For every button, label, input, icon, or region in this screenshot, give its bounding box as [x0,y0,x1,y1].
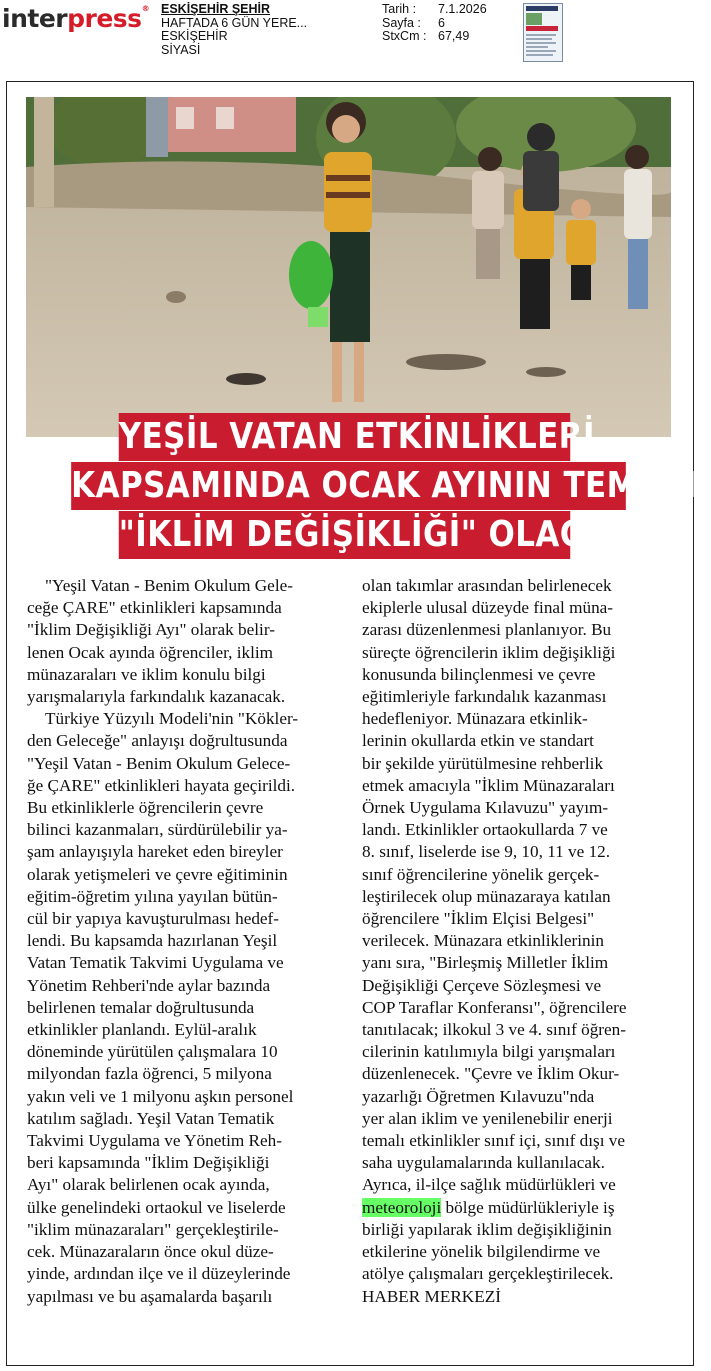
paragraph: "Yeşil Vatan - Benim Okulum Gele- ceğe ÇARE" etkinlikleri kapsamında "İklim Değişikliği Ayı" olarak belir- lenen Ocak ayında öğrenciler, iklim münazaraları ve iklim konulu bilgi yarışmalarıyla farkındalık kazanacak. [27,576,293,707]
publication-category: SİYASİ [161,42,201,57]
headline-line-2: KAPSAMINDA OCAK AYININ TEMASI, [71,462,626,510]
page-label: Sayfa : [382,15,421,30]
page-value: 6 [438,15,445,30]
paragraph: Türkiye Yüzyılı Modeli'nin "Kökler- den Geleceğe" anlayışı doğrultusunda "Yeşil Vatan - Benim Okulum Gelece- ğe ÇARE" etkinlikleri hayata geçirildi. Bu etkinliklerle öğrencilerin çevre bilinci kazanmaları, sürdürülebilir ya- şam anlayışıyla hareket eden bireyler olarak yetişmeleri ve çevre eğitiminin eğitim-öğretim yılına yayılan bütün- cül bir yapıya kavuşturulması hedef- lendi. Bu kapsamda hazırlanan Yeşil Vatan Tematik Takvimi Uygulama ve Yönetim Rehberi'nde aylar bazında belirlenen temalar doğrultusunda etkinlikler planlandı. Eylül-aralık döneminde yürütülen çalışmalara 10 milyondan fazla öğrenci, 5 milyona yakın veli ve 1 milyonu aşkın personel katılım sağladı. Yeşil Vatan Tematik Takvimi Uygulama ve Yönetim Reh- beri kapsamında "İklim Değişikliği Ayı" olarak belirlenen ocak ayında, ülke genelindeki ortaokul ve liselerde "iklim münazaraları" gerçekleştirile- cek. Münazaraların önce okul düze- yinde, ardından ilçe ve il düzeylerinde yapılması ve bu aşamalarda başarılı [27,709,299,1306]
publication-region: ESKİŞEHİR [161,29,228,43]
paragraph-text: bölge müdürlükleriyle iş birliği yapılarak iklim değişikliğinin etkilerine yönelik bilgilendirme ve atölye çalışmaları gerçekleştirilecek. [362,1197,615,1284]
interpress-logo: interpress® [2,4,150,33]
article-headline [26,413,710,563]
headline-line-1: YEŞİL VATAN ETKİNLİKLERİ [119,413,571,461]
publication-frequency: HAFTADA 6 GÜN YERE... [161,15,308,30]
page-thumbnail[interactable] [523,3,563,62]
byline: HABER MERKEZİ [362,1286,501,1306]
publication-name: ESKİŞEHİR ŞEHİR [161,2,271,16]
headline-line-3: "İKLİM DEĞİŞİKLİĞİ" OLACAK [119,511,571,559]
publication-info [161,3,307,57]
clipping-meta [382,3,487,44]
stxcm-value: 67,49 [438,29,470,43]
clipping-header [0,0,711,70]
highlighted-keyword: meteoroloji [362,1197,442,1217]
stxcm-label: StxCm : [382,29,427,43]
paragraph [362,575,680,1286]
paragraph-text: olan takımlar arasından belirlenecek ekiplerle ulusal düzeyde final müna- zarası düzenlenmesi planlanıyor. Bu süreçte öğrencilerin iklim değişikliği konusunda bilinçlenmesi ve çevre eğitimleriyle farkındalık kazanması hedefleniyor. Münazara etkinlik- lerinin okullarda etkin ve standart bir şekilde yürütülmesine rehberlik etmek amacıyla "İklim Münazaraları Örnek Uygulama Kılavuzu" yayım- landı. Etkinlikler ortaokullarda 7 ve 8. sınıf, liselerde ise 9, 10, 11 ve 12. sınıf öğrencilerine yönelik gerçek- leştirilecek olup münazaraya katılan öğrencilere "İklim Elçisi Belgesi" verilecek. Münazara etkinliklerinin yanı sıra, "Birleşmiş Milletler İklim Değişikliği Çerçeve Sözleşmesi ve COP Taraflar Konferansı", öğrencilere tanıtılacak; ilkokul 3 ve 4. sınıf öğren- cilerinin katılımıyla bilgi yarışmaları düzenlenecek. "Çevre ve İklim Okur- yazarlığı Öğretmen Kılavuzu"nda yer alan iklim ve yenilenebilir enerji temalı etkinlikler sınıf içi, sınıf dışı ve saha uygulamalarında kullanılacak. Ayrıca, il-ilçe sağlık müdürlükleri ve [362,576,627,1195]
article-photo [26,97,671,437]
article-column-left [27,575,345,1308]
date-label: Tarih : [382,2,417,16]
date-value: 7.1.2026 [438,2,487,16]
article-column-right [362,575,680,1308]
